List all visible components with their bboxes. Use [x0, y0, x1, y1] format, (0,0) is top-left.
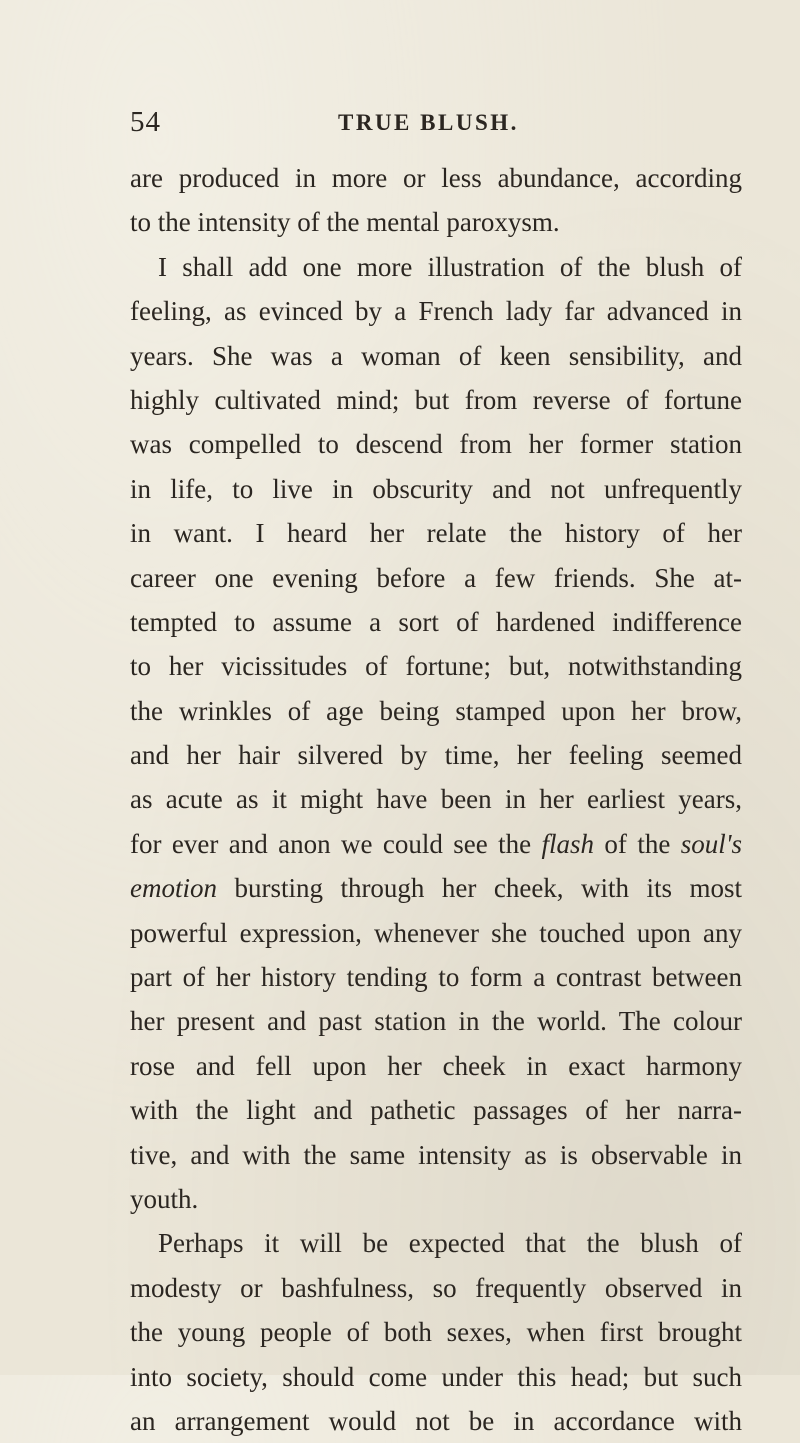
text-line	[130, 1088, 742, 1132]
line-text: part of her history tending to form a contrast between	[130, 962, 742, 993]
line-text: was compelled to descend from her former station	[130, 429, 742, 460]
running-head	[130, 106, 770, 146]
text-line	[130, 911, 742, 955]
italic-text: flash	[541, 828, 595, 859]
line-text: and her hair silvered by time, her feeling seemed	[130, 740, 742, 771]
text-line	[130, 1310, 742, 1354]
text-line	[130, 1355, 742, 1399]
line-text: as acute as it might have been in her earliest years,	[130, 784, 742, 815]
line-text: tive, and with the same intensity as is observable in	[130, 1139, 742, 1170]
line-text: in want. I heard her relate the history of her	[130, 518, 742, 549]
text-line	[130, 1044, 742, 1088]
text-line	[130, 467, 742, 511]
text-line	[130, 1399, 742, 1443]
line-text: her present and past station in the world. The colour	[130, 1006, 742, 1037]
line-text: with the light and pathetic passages of her narra-	[130, 1095, 742, 1126]
text-line	[130, 200, 742, 244]
line-text: for ever and anon we could see the	[130, 828, 542, 859]
line-text: modesty or bashfulness, so frequently observed in	[130, 1272, 742, 1303]
italic-text: soul's	[680, 828, 742, 859]
line-text: powerful expression, whenever she touched upon any	[130, 917, 742, 948]
line-text: the wrinkles of age being stamped upon her brow,	[130, 695, 742, 726]
text-line	[130, 777, 742, 821]
text-line	[130, 955, 742, 999]
text-line	[130, 1221, 742, 1265]
line-text: Perhaps it will be expected that the blush of	[158, 1228, 742, 1259]
running-title: TRUE BLUSH.	[338, 110, 519, 135]
line-text: feeling, as evinced by a French lady far advanced in	[130, 296, 742, 327]
line-text: to the intensity of the mental paroxysm.	[130, 207, 560, 238]
page-number: 54	[130, 106, 161, 138]
line-text: an arrangement would not be in accordance with	[130, 1405, 742, 1436]
text-line	[130, 1177, 742, 1221]
italic-text: emotion	[130, 873, 217, 904]
line-text: years. She was a woman of keen sensibility, and	[130, 340, 742, 371]
text-line	[130, 689, 742, 733]
text-line	[130, 156, 742, 200]
text-line	[130, 556, 742, 600]
line-text: in life, to live in obscurity and not unfrequently	[130, 473, 742, 504]
text-line	[130, 644, 742, 688]
text-line	[130, 999, 742, 1043]
text-line	[130, 1133, 742, 1177]
text-line	[130, 733, 742, 777]
text-line	[130, 511, 742, 555]
line-text: tempted to assume a sort of hardened indifference	[130, 606, 742, 637]
line-text: into society, should come under this head; but such	[130, 1361, 742, 1392]
line-text: youth.	[130, 1183, 199, 1214]
text-line	[130, 334, 742, 378]
line-text: the young people of both sexes, when first brought	[130, 1317, 742, 1348]
line-text: rose and fell upon her cheek in exact harmony	[130, 1050, 742, 1081]
line-text: highly cultivated mind; but from reverse of fortune	[130, 384, 742, 415]
text-line	[130, 866, 742, 910]
line-text: to her vicissitudes of fortune; but, notwithstanding	[130, 651, 742, 682]
text-line	[130, 378, 742, 422]
line-text: career one evening before a few friends. She at-	[130, 562, 742, 593]
text-line	[130, 289, 742, 333]
body-text	[130, 156, 742, 1443]
line-text: are produced in more or less abundance, according	[130, 163, 742, 193]
text-line	[130, 822, 742, 866]
text-line	[130, 245, 742, 289]
text-line	[130, 1266, 742, 1310]
text-line	[130, 600, 742, 644]
line-text: bursting through her cheek, with its most	[217, 873, 742, 904]
line-text: of the	[594, 828, 681, 859]
line-text: I shall add one more illustration of the blush of	[158, 251, 742, 282]
text-line	[130, 422, 742, 466]
